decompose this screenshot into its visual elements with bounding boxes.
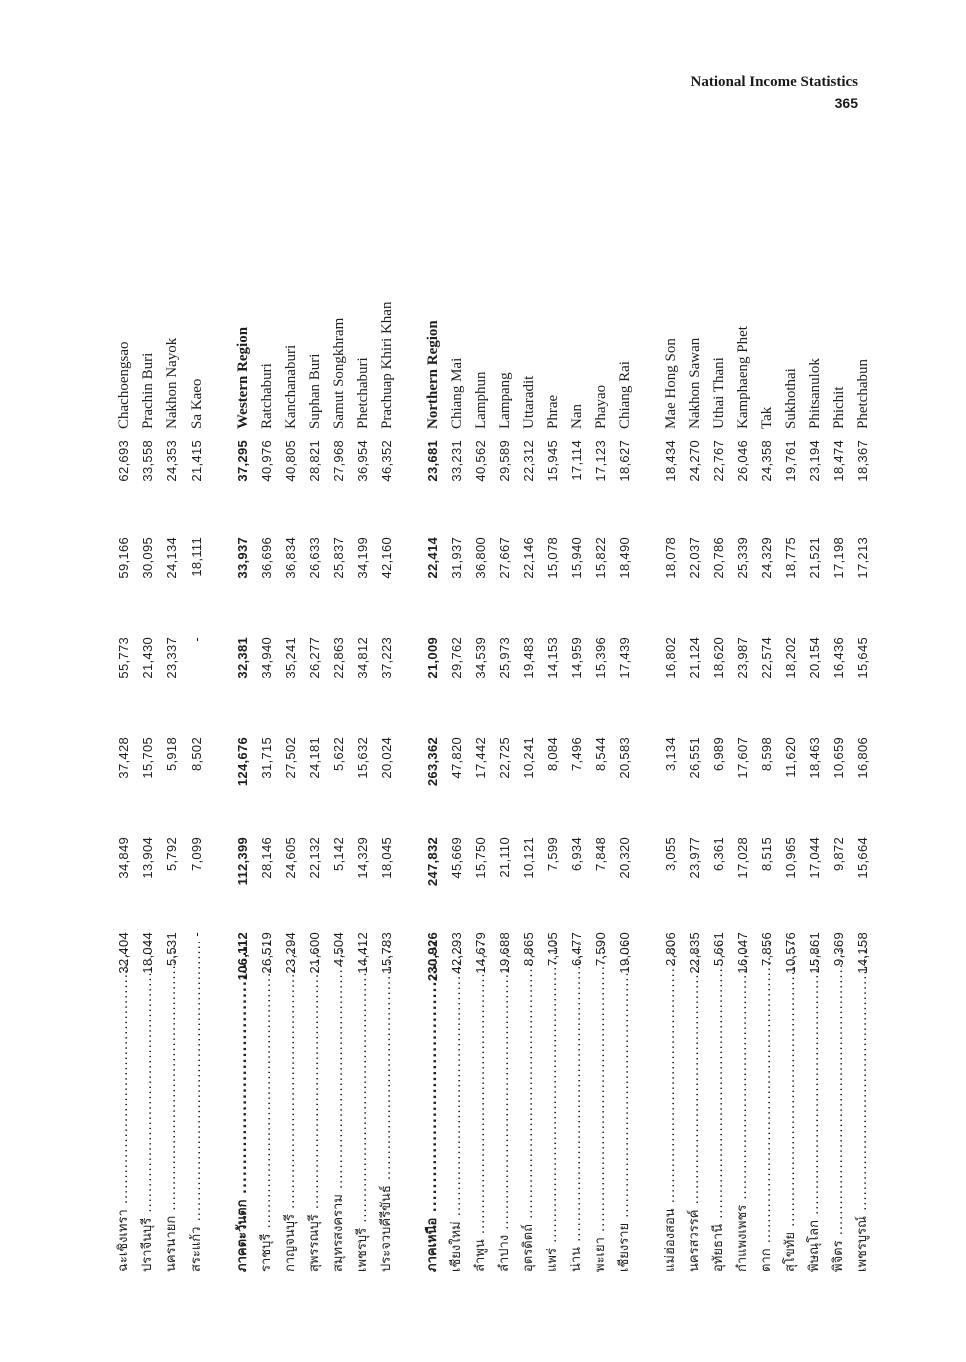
thai-name-text: พิจิตร ..... bbox=[827, 942, 851, 1272]
value-cell: 5,142 bbox=[331, 837, 346, 872]
english-name: Lampang bbox=[497, 372, 513, 429]
table-row bbox=[589, 240, 613, 1272]
value-cell: - bbox=[189, 932, 204, 937]
thai-name-text: ภาคเหนือ ..... bbox=[421, 942, 445, 1272]
value-cell: 26,046 bbox=[735, 440, 750, 482]
region-row bbox=[231, 240, 255, 1272]
value-cell: 18,775 bbox=[783, 537, 798, 579]
value-cell: 24,605 bbox=[283, 837, 298, 879]
value-cell: 10,121 bbox=[521, 837, 536, 879]
value-cell: 33,558 bbox=[140, 440, 155, 482]
value-cell: 24,358 bbox=[759, 440, 774, 482]
value-cell: 25,339 bbox=[735, 537, 750, 579]
english-name: Kanchanaburi bbox=[283, 344, 299, 429]
thai-name-text: ลำปาง ..... bbox=[493, 942, 517, 1272]
value-cell: 7,590 bbox=[593, 932, 608, 967]
value-cell: 7,496 bbox=[569, 737, 584, 772]
value-cell: 22,725 bbox=[497, 737, 512, 779]
english-name: Nan bbox=[569, 404, 585, 429]
value-cell: 22,835 bbox=[687, 932, 702, 974]
value-cell: 18,627 bbox=[617, 440, 632, 482]
value-cell: 17,607 bbox=[735, 737, 750, 779]
value-cell: 112,399 bbox=[235, 837, 250, 886]
value-cell: 34,199 bbox=[355, 537, 370, 579]
english-name: Uttaradit bbox=[521, 375, 537, 429]
value-cell: 263,362 bbox=[425, 737, 440, 787]
value-cell: 15,078 bbox=[545, 537, 560, 579]
value-cell: 23,681 bbox=[425, 440, 440, 482]
english-name: Nakhon Nayok bbox=[164, 337, 180, 429]
value-cell: 14,158 bbox=[855, 932, 870, 974]
value-cell: 5,918 bbox=[164, 737, 179, 772]
table-row bbox=[112, 240, 136, 1272]
value-cell: 18,044 bbox=[140, 932, 155, 974]
english-name: Mae Hong Son bbox=[663, 338, 679, 429]
value-cell: 5,792 bbox=[164, 837, 179, 872]
value-cell: 21,009 bbox=[425, 637, 440, 679]
thai-name-text: ภาคตะวันตก ..... bbox=[231, 942, 255, 1272]
value-cell: 17,028 bbox=[735, 837, 750, 879]
value-cell: 15,861 bbox=[807, 932, 822, 974]
income-table bbox=[104, 240, 871, 1272]
english-name: Lamphun bbox=[473, 371, 489, 429]
table-row bbox=[731, 240, 755, 1272]
english-name: Tak bbox=[759, 406, 775, 429]
value-cell: 22,146 bbox=[521, 537, 536, 579]
table-row bbox=[493, 240, 517, 1272]
table-row bbox=[827, 240, 851, 1272]
thai-name-text: เชียงราย ..... bbox=[613, 942, 637, 1272]
value-cell: 19,688 bbox=[497, 932, 512, 974]
value-cell: 11,620 bbox=[783, 737, 798, 778]
value-cell: - bbox=[189, 637, 204, 642]
table-row bbox=[683, 240, 707, 1272]
value-cell: 10,659 bbox=[831, 737, 846, 779]
thai-name-text: เพชรบูรณ์ ..... bbox=[851, 942, 875, 1272]
table-row bbox=[803, 240, 827, 1272]
value-cell: 7,599 bbox=[545, 837, 560, 872]
value-cell: 10,576 bbox=[783, 932, 798, 974]
value-cell: 19,483 bbox=[521, 637, 536, 679]
value-cell: 40,976 bbox=[259, 440, 274, 482]
thai-name-text: พิษณุโลก ..... bbox=[803, 942, 827, 1272]
table-row bbox=[565, 240, 589, 1272]
value-cell: 15,783 bbox=[379, 932, 394, 974]
value-cell: 37,428 bbox=[116, 737, 131, 779]
value-cell: 21,521 bbox=[807, 537, 822, 579]
english-name: Samut Songkhram bbox=[331, 317, 347, 429]
table-row bbox=[327, 240, 351, 1272]
table-row bbox=[255, 240, 279, 1272]
value-cell: 23,294 bbox=[283, 932, 298, 974]
table-row bbox=[659, 240, 683, 1272]
value-cell: 6,361 bbox=[711, 837, 726, 872]
value-cell: 230,926 bbox=[425, 932, 440, 982]
value-cell: 17,044 bbox=[807, 837, 822, 879]
value-cell: 2,806 bbox=[663, 932, 678, 967]
page-number: 365 bbox=[834, 95, 858, 111]
table-row bbox=[469, 240, 493, 1272]
value-cell: 26,551 bbox=[687, 737, 702, 779]
value-cell: 40,562 bbox=[473, 440, 488, 482]
value-cell: 10,241 bbox=[521, 737, 536, 779]
value-cell: 25,837 bbox=[331, 537, 346, 579]
table-row bbox=[160, 240, 184, 1272]
english-name: Northern Region bbox=[425, 320, 441, 429]
value-cell: 18,367 bbox=[855, 440, 870, 482]
value-cell: 40,805 bbox=[283, 440, 298, 482]
thai-name-text: นครนายก ..... bbox=[160, 942, 184, 1272]
value-cell: 18,620 bbox=[711, 637, 726, 679]
value-cell: 7,848 bbox=[593, 837, 608, 872]
table-row bbox=[779, 240, 803, 1272]
value-cell: 8,598 bbox=[759, 737, 774, 772]
value-cell: 26,277 bbox=[307, 637, 322, 679]
value-cell: 21,124 bbox=[687, 637, 702, 679]
value-cell: 18,434 bbox=[663, 440, 678, 482]
value-cell: 17,198 bbox=[831, 537, 846, 579]
value-cell: 30,095 bbox=[140, 537, 155, 579]
table-row bbox=[707, 240, 731, 1272]
value-cell: 33,231 bbox=[449, 440, 464, 482]
value-cell: 15,945 bbox=[545, 440, 560, 482]
value-cell: 15,822 bbox=[593, 537, 608, 579]
english-name: Suphan Buri bbox=[307, 353, 323, 429]
thai-name-text: ปราจีนบุรี ..... bbox=[136, 942, 160, 1272]
english-name: Nakhon Sawan bbox=[687, 337, 703, 429]
value-cell: 26,633 bbox=[307, 537, 322, 579]
value-cell: 15,632 bbox=[355, 737, 370, 779]
value-cell: 15,645 bbox=[855, 637, 870, 679]
thai-name-text: อุตรดิตถ์ ..... bbox=[517, 942, 541, 1272]
english-name: Kamphaeng Phet bbox=[735, 326, 751, 429]
value-cell: 8,084 bbox=[545, 737, 560, 772]
value-cell: 15,396 bbox=[593, 637, 608, 679]
value-cell: 18,045 bbox=[379, 837, 394, 879]
value-cell: 27,968 bbox=[331, 440, 346, 482]
value-cell: 22,767 bbox=[711, 440, 726, 482]
value-cell: 19,761 bbox=[783, 440, 798, 482]
value-cell: 6,989 bbox=[711, 737, 726, 772]
value-cell: 8,502 bbox=[189, 737, 204, 772]
value-cell: 17,123 bbox=[593, 440, 608, 482]
thai-name-text: สุพรรณบุรี ..... bbox=[303, 942, 327, 1272]
table-row bbox=[351, 240, 375, 1272]
value-cell: 22,863 bbox=[331, 637, 346, 679]
value-cell: 9,872 bbox=[831, 837, 846, 872]
value-cell: 17,114 bbox=[569, 440, 584, 481]
english-name: Western Region bbox=[235, 326, 251, 429]
value-cell: 15,664 bbox=[855, 837, 870, 879]
value-cell: 8,515 bbox=[759, 837, 774, 872]
value-cell: 55,773 bbox=[116, 637, 131, 679]
value-cell: 14,959 bbox=[569, 637, 584, 679]
value-cell: 18,078 bbox=[663, 537, 678, 579]
thai-name-text: อุทัยธานี ..... bbox=[707, 942, 731, 1272]
value-cell: 20,786 bbox=[711, 537, 726, 579]
value-cell: 46,352 bbox=[379, 440, 394, 482]
value-cell: 23,977 bbox=[687, 837, 702, 879]
region-row bbox=[421, 240, 445, 1272]
english-name: Prachin Buri bbox=[140, 352, 156, 429]
value-cell: 23,337 bbox=[164, 637, 179, 679]
english-name: Sukhothai bbox=[783, 368, 799, 429]
value-cell: 29,589 bbox=[497, 440, 512, 482]
value-cell: 36,800 bbox=[473, 537, 488, 579]
value-cell: 34,539 bbox=[473, 637, 488, 679]
thai-name-text: ประจวบคีรีขันธ์ ..... bbox=[375, 942, 399, 1272]
value-cell: 16,806 bbox=[855, 737, 870, 779]
english-name: Ratchaburi bbox=[259, 363, 275, 429]
value-cell: 24,329 bbox=[759, 537, 774, 579]
value-cell: 24,353 bbox=[164, 440, 179, 482]
value-cell: 27,502 bbox=[283, 737, 298, 779]
thai-name-text: สมุทรสงคราม ..... bbox=[327, 942, 351, 1272]
value-cell: 6,934 bbox=[569, 837, 584, 872]
value-cell: 4,504 bbox=[331, 932, 346, 967]
value-cell: 3,055 bbox=[663, 837, 678, 872]
value-cell: 6,477 bbox=[569, 932, 584, 967]
thai-name-text: น่าน ..... bbox=[565, 942, 589, 1272]
value-cell: 22,312 bbox=[521, 440, 536, 482]
value-cell: 36,954 bbox=[355, 440, 370, 482]
value-cell: 21,110 bbox=[497, 837, 512, 878]
value-cell: 37,223 bbox=[379, 637, 394, 679]
value-cell: 36,834 bbox=[283, 537, 298, 579]
thai-name-text: แม่ฮ่องสอน ..... bbox=[659, 942, 683, 1272]
thai-name-text: กำแพงเพชร ..... bbox=[731, 942, 755, 1272]
table-row bbox=[613, 240, 637, 1272]
table-row bbox=[541, 240, 565, 1272]
value-cell: 34,849 bbox=[116, 837, 131, 879]
value-cell: 20,154 bbox=[807, 637, 822, 679]
value-cell: 17,442 bbox=[473, 737, 488, 779]
value-cell: 106,112 bbox=[235, 932, 250, 981]
value-cell: 34,812 bbox=[355, 637, 370, 679]
english-name: Phetchaburi bbox=[355, 357, 371, 429]
value-cell: 36,696 bbox=[259, 537, 274, 579]
english-name: Sa Kaeo bbox=[189, 378, 205, 429]
value-cell: 26,519 bbox=[259, 932, 274, 974]
english-name: Phitsanulok bbox=[807, 358, 823, 429]
value-cell: 24,134 bbox=[164, 537, 179, 579]
value-cell: 31,937 bbox=[449, 537, 464, 579]
table-body bbox=[104, 240, 871, 1272]
table-row bbox=[303, 240, 327, 1272]
thai-name-text: สุโขทัย ..... bbox=[779, 942, 803, 1272]
value-cell: 21,430 bbox=[140, 637, 155, 679]
value-cell: 20,583 bbox=[617, 737, 632, 779]
value-cell: 29,762 bbox=[449, 637, 464, 679]
thai-name-text: สระแก้ว ..... bbox=[185, 942, 209, 1272]
value-cell: 10,965 bbox=[783, 837, 798, 879]
value-cell: 59,166 bbox=[116, 537, 131, 579]
english-name: Phichit bbox=[831, 386, 847, 429]
value-cell: 5,622 bbox=[331, 737, 346, 772]
table-row bbox=[279, 240, 303, 1272]
thai-name-text: นครสวรรค์ ..... bbox=[683, 942, 707, 1272]
thai-name-text: ตาก ..... bbox=[755, 942, 779, 1272]
value-cell: 42,293 bbox=[449, 932, 464, 974]
value-cell: 7,105 bbox=[545, 932, 560, 967]
value-cell: 42,160 bbox=[379, 537, 394, 579]
value-cell: 18,490 bbox=[617, 537, 632, 579]
value-cell: 24,181 bbox=[307, 737, 322, 779]
value-cell: 23,987 bbox=[735, 637, 750, 679]
value-cell: 15,940 bbox=[569, 537, 584, 579]
value-cell: 35,241 bbox=[283, 637, 298, 679]
value-cell: 5,531 bbox=[164, 932, 179, 967]
value-cell: 247,832 bbox=[425, 837, 440, 887]
value-cell: 8,544 bbox=[593, 737, 608, 772]
table-row bbox=[517, 240, 541, 1272]
value-cell: 31,715 bbox=[259, 737, 274, 779]
value-cell: 16,802 bbox=[663, 637, 678, 679]
value-cell: 14,329 bbox=[355, 837, 370, 879]
english-name: Phrae bbox=[545, 394, 561, 429]
value-cell: 23,194 bbox=[807, 440, 822, 482]
value-cell: 47,820 bbox=[449, 737, 464, 779]
value-cell: 28,146 bbox=[259, 837, 274, 879]
value-cell: 32,381 bbox=[235, 637, 250, 679]
thai-name-text: ฉะเชิงเทรา ..... bbox=[112, 942, 136, 1272]
value-cell: 7,856 bbox=[759, 932, 774, 967]
value-cell: 18,463 bbox=[807, 737, 822, 779]
value-cell: 124,676 bbox=[235, 737, 250, 787]
value-cell: 27,667 bbox=[497, 537, 512, 579]
value-cell: 18,111 bbox=[189, 537, 204, 577]
value-cell: 20,320 bbox=[617, 837, 632, 879]
table-row bbox=[136, 240, 160, 1272]
table-row bbox=[851, 240, 875, 1272]
value-cell: 62,693 bbox=[116, 440, 131, 482]
english-name: Chiang Rai bbox=[617, 361, 633, 429]
english-name: Chachoengsao bbox=[116, 341, 132, 429]
value-cell: 17,439 bbox=[617, 637, 632, 679]
english-name: Uthai Thani bbox=[711, 357, 727, 429]
value-cell: 14,153 bbox=[545, 637, 560, 679]
running-header-title: National Income Statistics bbox=[690, 74, 858, 90]
value-cell: 21,600 bbox=[307, 932, 322, 974]
value-cell: 15,750 bbox=[473, 837, 488, 879]
value-cell: 17,213 bbox=[855, 537, 870, 579]
thai-name-text: กาญจนบุรี ..... bbox=[279, 942, 303, 1272]
value-cell: 13,904 bbox=[140, 837, 155, 879]
thai-name-text: แพร่ ..... bbox=[541, 942, 565, 1272]
thai-name-text: ลำพูน ..... bbox=[469, 942, 493, 1272]
thai-name-text: เพชรบุรี ..... bbox=[351, 942, 375, 1272]
value-cell: 3,134 bbox=[663, 737, 678, 772]
value-cell: 9,369 bbox=[831, 932, 846, 967]
value-cell: 15,705 bbox=[140, 737, 155, 779]
thai-name-text: พะเยา ..... bbox=[589, 942, 613, 1272]
value-cell: 24,270 bbox=[687, 440, 702, 482]
value-cell: 20,024 bbox=[379, 737, 394, 779]
value-cell: 16,047 bbox=[735, 932, 750, 974]
value-cell: 7,099 bbox=[189, 837, 204, 872]
english-name: Chiang Mai bbox=[449, 357, 465, 429]
value-cell: 22,574 bbox=[759, 637, 774, 679]
thai-name-text: ราชบุรี ..... bbox=[255, 942, 279, 1272]
value-cell: 34,940 bbox=[259, 637, 274, 679]
value-cell: 18,202 bbox=[783, 637, 798, 679]
value-cell: 28,821 bbox=[307, 440, 322, 482]
value-cell: 32,404 bbox=[116, 932, 131, 974]
value-cell: 16,436 bbox=[831, 637, 846, 679]
value-cell: 8,865 bbox=[521, 932, 536, 967]
value-cell: 5,661 bbox=[711, 932, 726, 967]
value-cell: 14,679 bbox=[473, 932, 488, 974]
value-cell: 21,415 bbox=[189, 440, 204, 482]
table-row bbox=[755, 240, 779, 1272]
english-name: Prachuap Khiri Khan bbox=[379, 301, 395, 429]
value-cell: 22,132 bbox=[307, 837, 322, 879]
value-cell: 33,937 bbox=[235, 537, 250, 579]
value-cell: 22,037 bbox=[687, 537, 702, 579]
value-cell: 45,669 bbox=[449, 837, 464, 879]
table-row bbox=[185, 240, 209, 1272]
table-row bbox=[375, 240, 399, 1272]
table-row bbox=[445, 240, 469, 1272]
value-cell: 25,973 bbox=[497, 637, 512, 679]
value-cell: 19,060 bbox=[617, 932, 632, 974]
english-name: Phayao bbox=[593, 384, 609, 429]
value-cell: 37,295 bbox=[235, 440, 250, 482]
value-cell: 18,474 bbox=[831, 440, 846, 482]
value-cell: 22,414 bbox=[425, 537, 440, 579]
english-name: Phetchabun bbox=[855, 359, 871, 429]
thai-name-text: เชียงใหม่ ..... bbox=[445, 942, 469, 1272]
value-cell: 14,412 bbox=[355, 932, 370, 974]
